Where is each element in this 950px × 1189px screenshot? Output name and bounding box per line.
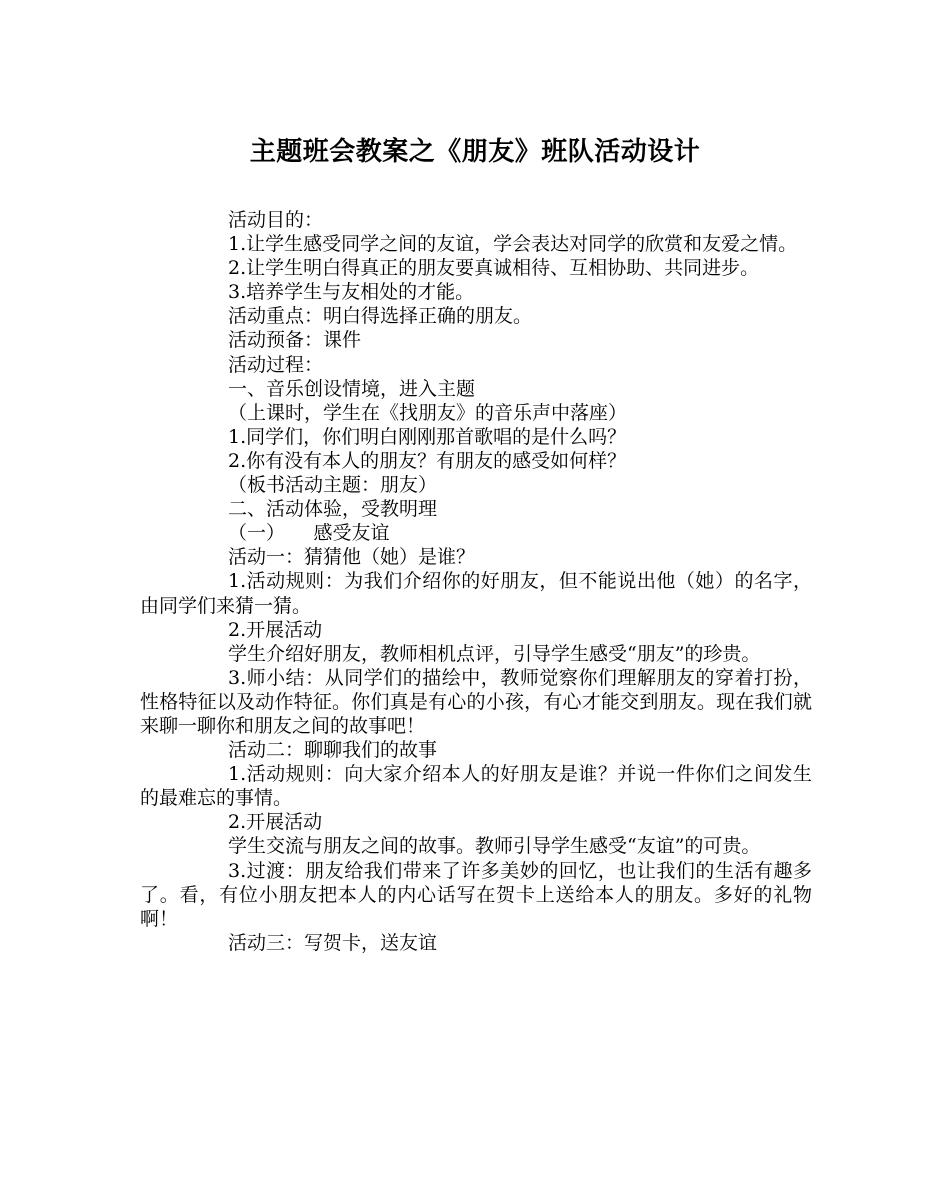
paragraph: 活动重点：明白得选择正确的朋友。: [228, 305, 533, 328]
paragraph: 2.开展活动: [228, 618, 323, 641]
paragraph: 3.师小结：从同学们的描绘中，教师觉察你们理解朋友的穿着打扮，性格特征以及动作特征。你们真是有心的小孩，有心才能交到朋友。现在我们就来聊一聊你和朋友之间的故事吧！: [140, 666, 812, 737]
document-title: 主题班会教案之《朋友》班队活动设计: [249, 137, 701, 167]
activity-heading: 活动三：写贺卡，送友谊: [228, 931, 438, 954]
paragraph: （上课时，学生在《找朋友》的音乐声中落座）: [228, 401, 628, 424]
paragraph: 2.你有没有本人的朋友？有朋友的感受如何样？: [228, 449, 627, 472]
paragraph: 活动目的：: [228, 209, 324, 231]
paragraph: 1.活动规则：向大家介绍本人的好朋友是谁？并说一件你们之间发生的最难忘的事情。: [140, 763, 812, 810]
paragraph: 2.让学生明白得真正的朋友要真诚相待、互相协助、共同进步。: [228, 257, 760, 280]
paragraph: 活动过程：: [228, 353, 324, 376]
document-body: [140, 208, 812, 955]
paragraph: 学生介绍好朋友，教师相机点评，引导学生感受“朋友”的珍贵。: [228, 642, 761, 665]
paragraph: （板书活动主题：朋友）: [228, 474, 438, 497]
paragraph: 学生交流与朋友之间的故事。教师引导学生感受“友谊”的可贵。: [228, 835, 761, 858]
subsection-heading: （一） 感受友谊: [228, 522, 390, 545]
paragraph: 3.培养学生与友相处的才能。: [228, 281, 475, 304]
paragraph: 3.过渡：朋友给我们带来了许多美妙的回忆，也让我们的生活有趣多了。看，有位小朋友把本人的内心话写在贺卡上送给本人的朋友。多好的礼物啊！: [140, 859, 812, 930]
section-heading: 二、活动体验，受教明理: [228, 498, 438, 521]
activity-heading: 活动一：猜猜他（她）是谁？: [228, 546, 476, 569]
paragraph: 1.让学生感受同学之间的友谊，学会表达对同学的欣赏和友爱之情。: [228, 233, 798, 256]
activity-heading: 活动二：聊聊我们的故事: [228, 739, 438, 762]
paragraph: 2.开展活动: [228, 811, 323, 834]
paragraph: 1.活动规则：为我们介绍你的好朋友，但不能说出他（她）的名字，由同学们来猜一猜。: [140, 570, 812, 617]
paragraph: 1.同学们，你们明白刚刚那首歌唱的是什么吗？: [228, 425, 627, 448]
section-heading: 一、音乐创设情境，进入主题: [228, 377, 476, 400]
paragraph: 活动预备：课件: [228, 329, 362, 352]
